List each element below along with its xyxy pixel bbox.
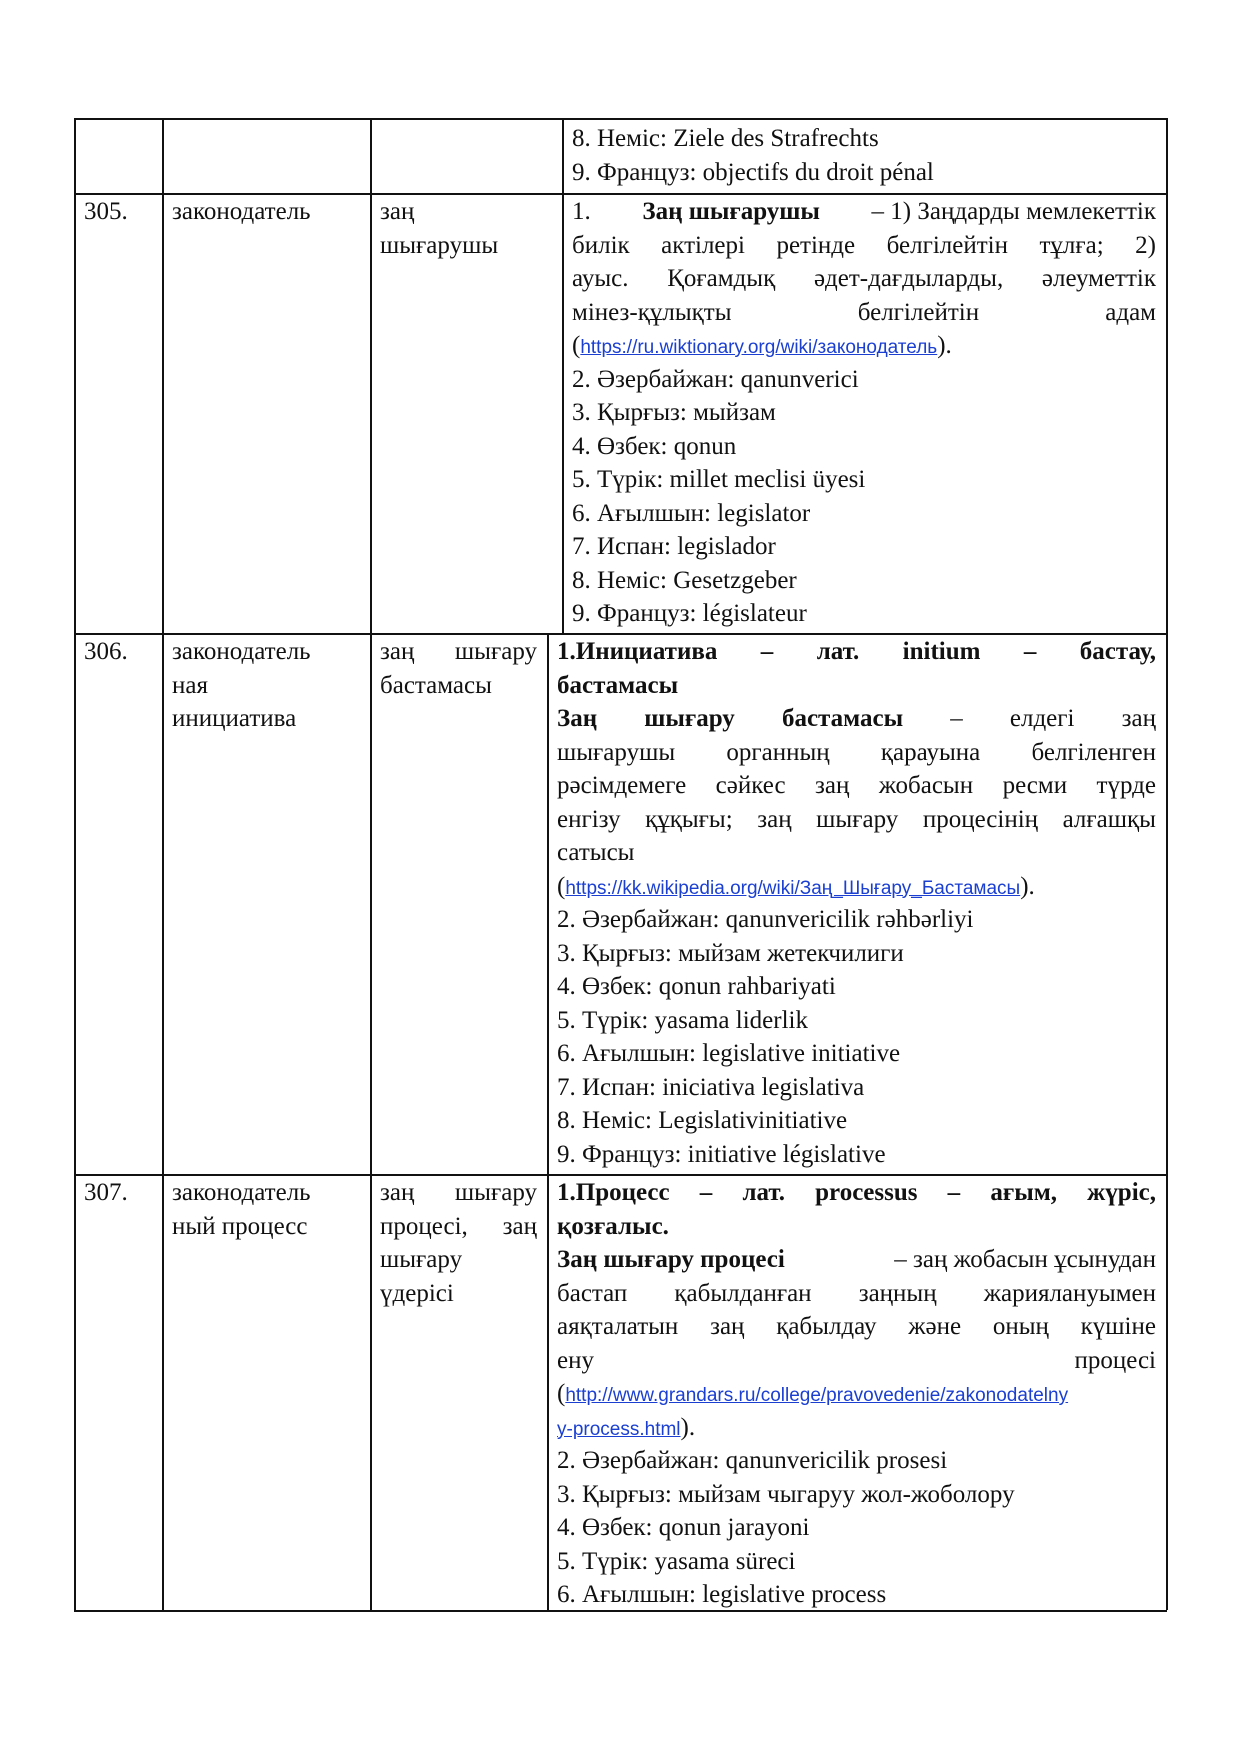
description-word: 1. [572, 198, 591, 225]
description-word: енгізу [557, 805, 621, 833]
description-line: 5. Түрік: millet meclisi üyesi [572, 466, 866, 493]
description-word: – [760, 638, 774, 665]
kazakh-term-cell [380, 1176, 537, 1316]
description-word: құқығы; [645, 805, 733, 833]
description-line [557, 1176, 1156, 1209]
description-word: заң [757, 805, 792, 833]
column-border [1166, 1174, 1168, 1610]
description-word: – [947, 1179, 961, 1206]
description-line: 8. Неміс: Gesetzgeber [572, 566, 797, 594]
description-word: аяқталатын [557, 1313, 679, 1340]
description-word: және [908, 1313, 962, 1340]
description-line [572, 296, 1156, 329]
russian-term-line: ная [172, 671, 208, 699]
russian-term-cell [172, 195, 362, 335]
description-line [557, 736, 1156, 769]
description-word: жариялануымен [983, 1279, 1156, 1307]
description-word: заңның [858, 1279, 937, 1307]
kazakh-term-word: заң [380, 638, 415, 665]
description-word: күшіне [1080, 1313, 1156, 1340]
kazakh-term-word: бастамасы [380, 671, 492, 699]
description-word: 1.Процесс [557, 1179, 670, 1206]
reference-link[interactable]: https://ru.wiktionary.org/wiki/законодатель [580, 337, 938, 358]
description-punct: ( [557, 1380, 566, 1407]
description-word: шығару [644, 705, 735, 732]
description-line [557, 635, 1156, 668]
russian-term-line: законодатель [172, 198, 311, 225]
description-word: жобасын [878, 772, 974, 799]
description-word: Қоғамдық [667, 265, 776, 292]
row-number: 306. [84, 638, 128, 665]
description-line [572, 329, 1156, 362]
description-word: елдегі [1009, 705, 1075, 732]
description-cell [557, 1176, 1156, 1610]
row-number: 305. [84, 198, 128, 225]
description-word: әдет-дағдыларды, [813, 265, 1004, 292]
description-word: процесі [1074, 1346, 1156, 1374]
description-line: 6. Ағылшын: legislative initiative [557, 1040, 901, 1067]
description-line: 5. Түрік: yasama liderlik [557, 1006, 808, 1034]
description-word: қарауына [880, 738, 981, 766]
description-line: 2. Әзербайжан: qanunvericilik rəhbərliyi [557, 906, 974, 933]
description-line [572, 195, 1156, 228]
kazakh-term-cell [380, 195, 552, 335]
description-punct: ( [557, 872, 566, 900]
description-word: қабылданған [674, 1279, 812, 1307]
kazakh-term-word: заң [380, 1179, 415, 1206]
description-word: белгілейтін [857, 298, 980, 326]
description-line: бастамасы [557, 671, 679, 699]
russian-term-line: ный процесс [172, 1212, 308, 1240]
russian-term-line: законодатель [172, 638, 311, 665]
description-line: қозғалыс. [557, 1212, 669, 1240]
description-word: тұлға; [1039, 231, 1104, 259]
column-border [1166, 118, 1168, 193]
description-line: 4. Өзбек: qonun rahbariyati [557, 973, 836, 1000]
description-line [557, 1411, 1156, 1444]
description-line: 9. Француз: initiative législative [557, 1140, 886, 1168]
russian-term-line: законодатель [172, 1179, 311, 1206]
kazakh-term-word: шығару [454, 638, 537, 665]
description-line [557, 1344, 1156, 1377]
description-word: шығару [816, 805, 899, 833]
description-word: бастау, [1079, 638, 1156, 665]
description-line [557, 769, 1156, 802]
reference-link[interactable]: y-process.html [557, 1418, 681, 1440]
description-line [557, 870, 1156, 903]
description-word: Заң шығару процесі [557, 1246, 785, 1273]
kazakh-term-word: процесі, [380, 1212, 468, 1240]
column-border [1166, 633, 1168, 1174]
kazakh-term-line: шығарушы [380, 231, 499, 259]
kazakh-term-word: шығару [380, 1246, 463, 1273]
description-line: 6. Ағылшын: legislative process [557, 1581, 887, 1608]
description-line: 2. Әзербайжан: qanunverici [572, 365, 859, 393]
description-line [557, 1377, 1156, 1410]
description-line: 3. Қырғыз: мыйзам [572, 399, 776, 426]
description-punct: ). [937, 332, 952, 359]
description-line: 4. Өзбек: qonun jarayoni [557, 1514, 810, 1541]
description-word: – 1) Заңдарды мемлекеттік [871, 198, 1156, 225]
description-word: сәйкес [715, 772, 786, 799]
description-word: – [1023, 638, 1037, 665]
description-cell [572, 122, 1156, 193]
description-cell [572, 195, 1156, 633]
description-word: Заң [557, 705, 598, 732]
description-word: жүріс, [1087, 1179, 1156, 1206]
description-line [557, 1277, 1156, 1310]
russian-term-cell [172, 1176, 362, 1316]
description-line [572, 262, 1156, 295]
description-line [572, 229, 1156, 262]
kazakh-term-word: үдерісі [380, 1279, 454, 1307]
kazakh-term-cell [380, 635, 537, 775]
description-word: ретінде [776, 231, 856, 259]
description-line: 6. Ағылшын: legislator [572, 499, 811, 527]
description-line: 7. Испан: iniciativa legislativa [557, 1073, 865, 1101]
description-word: мінез-құлықты [572, 298, 732, 326]
description-word: органның [726, 738, 830, 766]
description-word: белгіленген [1031, 738, 1156, 766]
description-word: ену [557, 1346, 594, 1374]
description-word: ресми [1002, 772, 1068, 799]
description-line: 9. Француз: législateur [572, 600, 807, 627]
description-line: сатысы [557, 839, 635, 866]
description-word: заң [710, 1313, 745, 1340]
description-word: 1.Инициатива [557, 638, 718, 665]
description-word: адам [1105, 298, 1156, 326]
description-line: 9. Француз: objectifs du droit pénal [572, 158, 934, 186]
description-word: processus [815, 1179, 918, 1206]
russian-term-cell [172, 635, 362, 775]
description-word: – заң жобасын ұсынудан [894, 1246, 1156, 1273]
description-punct: ). [680, 1413, 696, 1441]
description-punct: ). [1020, 872, 1035, 900]
description-line: 4. Өзбек: qonun [572, 432, 737, 460]
description-word: алғашқы [1062, 805, 1156, 833]
reference-link[interactable]: http://www.grandars.ru/college/pravovedenie/zakonodatelny [565, 1385, 1069, 1406]
kazakh-term-line [380, 669, 537, 702]
description-word: заң [1121, 705, 1156, 732]
description-word: 2) [1135, 231, 1156, 259]
kazakh-term-line: заң [380, 198, 415, 225]
description-word: актілері [661, 231, 745, 259]
description-word: белгілейтін [886, 231, 1008, 259]
kazakh-term-word: заң [502, 1212, 537, 1240]
description-word: – [699, 1179, 713, 1206]
description-word: қабылдау [776, 1313, 877, 1340]
description-word: процесінің [922, 805, 1039, 833]
row-number: 307. [84, 1179, 128, 1206]
column-border [1166, 193, 1168, 633]
description-word: initium [902, 638, 981, 665]
description-word: Заң шығарушы [642, 198, 820, 225]
description-line: 8. Неміс: Legislativinitiative [557, 1107, 848, 1134]
description-line [557, 803, 1156, 836]
description-cell [557, 635, 1156, 1174]
kazakh-term-line [380, 635, 537, 668]
description-line: 5. Түрік: yasama süreci [557, 1547, 796, 1575]
description-word: билік [572, 231, 630, 259]
kazakh-term-line [380, 1277, 537, 1310]
kazakh-term-line [380, 1210, 537, 1243]
description-word: әлеуметтік [1041, 265, 1156, 292]
description-word: бастап [557, 1279, 628, 1307]
description-word: түрде [1096, 772, 1156, 799]
description-word: заң [815, 772, 850, 799]
description-word: лат. [742, 1179, 785, 1206]
kazakh-term-line [380, 1176, 537, 1209]
description-line: 2. Әзербайжан: qanunvericilik prosesi [557, 1447, 948, 1474]
description-word: лат. [816, 638, 860, 665]
kazakh-term-word: шығару [454, 1179, 537, 1206]
description-word: – [950, 705, 963, 732]
reference-link[interactable]: https://kk.wikipedia.org/wiki/Заң_Шығару_Бастамасы [565, 877, 1021, 899]
description-word: бастамасы [781, 705, 904, 732]
description-word: ағым, [990, 1179, 1057, 1206]
description-punct: ( [572, 332, 581, 359]
description-line: 3. Қырғыз: мыйзам чыгаруу жол-жоболору [557, 1480, 1015, 1508]
kazakh-term-line [380, 1243, 537, 1276]
description-line [557, 1243, 1156, 1276]
description-word: оның [992, 1313, 1049, 1340]
description-line: 8. Неміс: Ziele des Strafrechts [572, 125, 879, 152]
description-line: 3. Қырғыз: мыйзам жетекчилиги [557, 939, 904, 967]
description-line [557, 702, 1156, 735]
description-line: 7. Испан: legislador [572, 533, 776, 560]
description-word: шығарушы [557, 738, 676, 766]
description-line [557, 1310, 1156, 1343]
description-word: рәсімдемеге [557, 772, 687, 799]
description-word: ауыс. [572, 265, 629, 292]
russian-term-line: инициатива [172, 705, 297, 732]
